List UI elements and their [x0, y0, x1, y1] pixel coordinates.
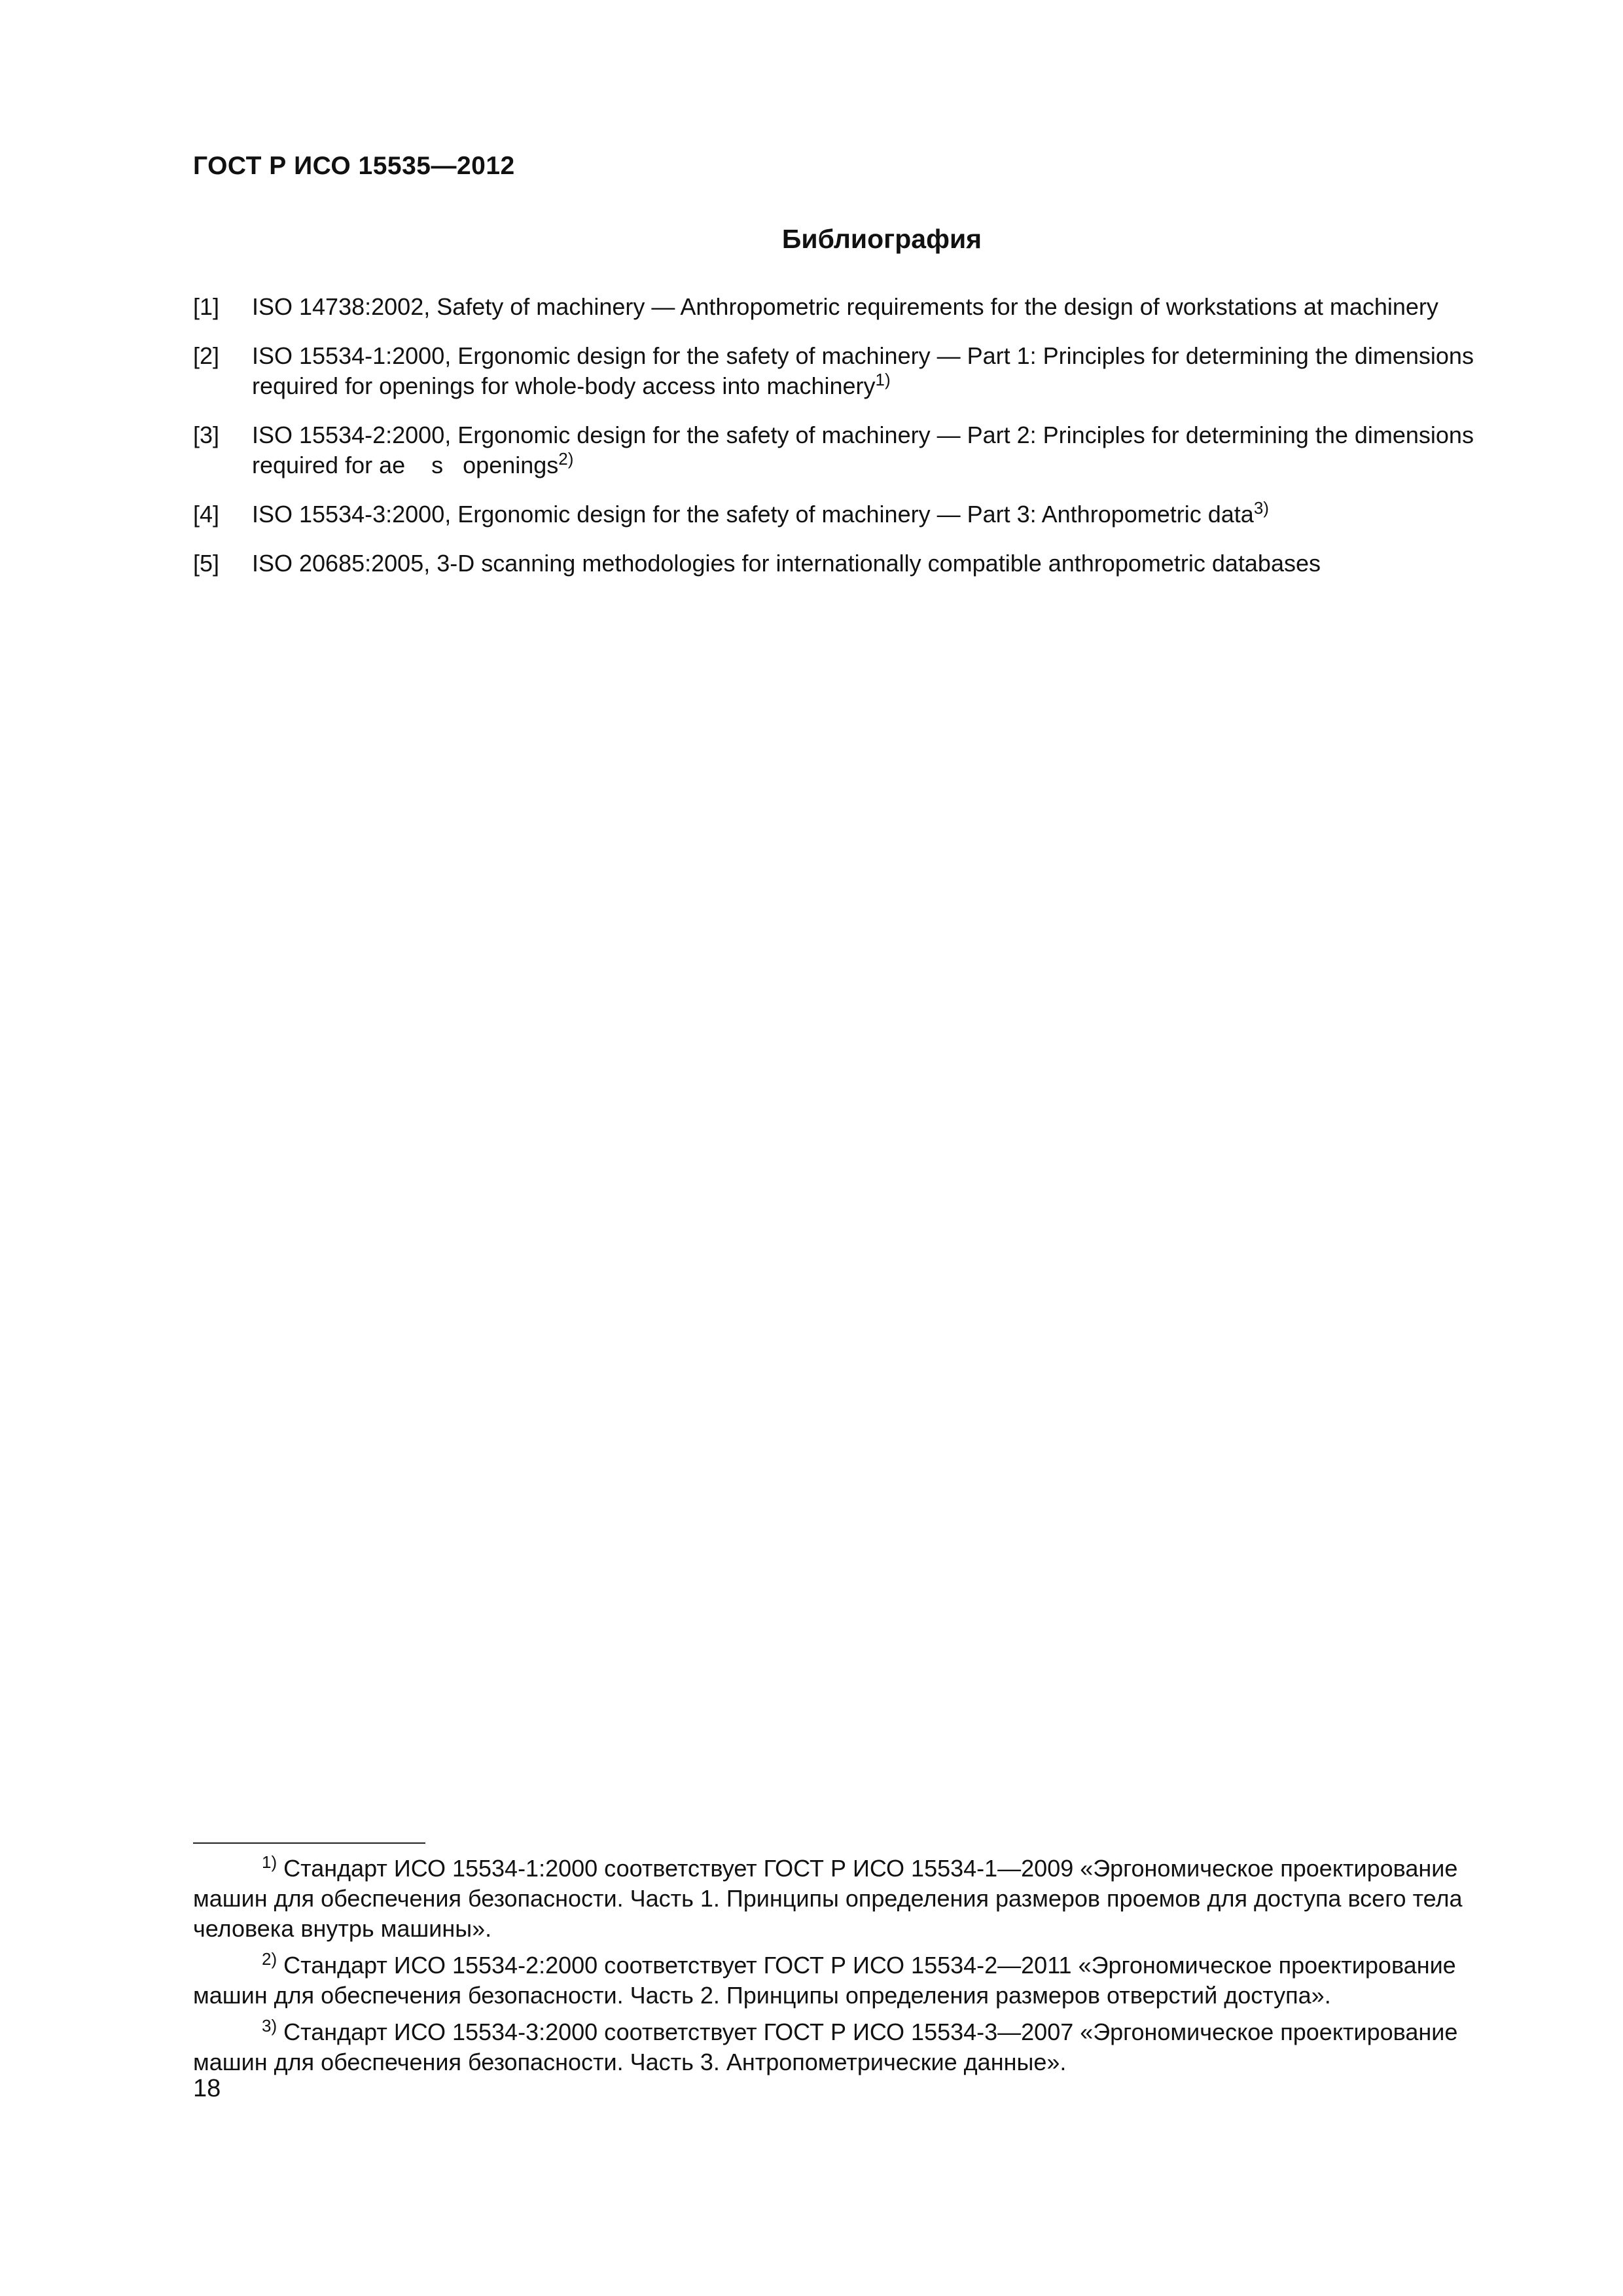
footnote-reference: 1) — [875, 370, 891, 389]
bibliography-item-reference: ISO 14738:2002, Safety of machinery — Anthropometric requirements for the design of workstations at machinery — [252, 293, 1438, 320]
document-header: ГОСТ Р ИСО 15535—2012 — [193, 152, 515, 180]
bibliography-item — [193, 420, 1528, 480]
bibliography-item-text — [252, 499, 1528, 529]
footnote-mark-wrapper — [262, 1852, 277, 1882]
bibliography-title: Библиография — [781, 224, 982, 254]
bibliography-item-reference: ISO 15534-2:2000, Ergonomic design for the safety of machinery — Part 2: Principles for determining the dimensions required for ae s openings — [252, 422, 1480, 478]
footnote — [193, 1854, 1522, 1944]
bibliography-item-reference: ISO 15534-3:2000, Ergonomic design for the safety of machinery — Part 3: Anthropometric data — [252, 501, 1254, 528]
bibliography-item-text — [252, 548, 1528, 579]
bibliography-list — [193, 292, 1528, 598]
bibliography-item-text — [252, 420, 1528, 480]
footnote-text: Стандарт ИСО 15534-2:2000 соответствует ГОСТ Р ИСО 15534-2—2011 «Эргономическое проектирование машин для обеспечения безопасности. Часть 2. Принципы определения размеров отверстий доступа». — [193, 1952, 1456, 2009]
bibliography-item — [193, 548, 1528, 579]
bibliography-item-number: [4] — [193, 501, 220, 528]
bibliography-item-reference: ISO 15534-1:2000, Ergonomic design for the safety of machinery — Part 1: Principles for determining the dimensions required for openings for whole-body access into machinery — [252, 342, 1474, 399]
bibliography-item-number: [1] — [193, 293, 220, 320]
bibliography-item — [193, 292, 1528, 322]
footnote — [193, 2017, 1522, 2077]
footnote-divider — [193, 1842, 425, 1844]
bibliography-item-reference: ISO 20685:2005, 3-D scanning methodologies for internationally compatible anthropometric databases — [252, 550, 1321, 577]
footnotes — [193, 1854, 1522, 2084]
bibliography-item-text — [252, 341, 1528, 401]
footnote-mark-wrapper — [262, 1949, 277, 1979]
footnote-reference: 2) — [558, 449, 574, 469]
bibliography-item — [193, 341, 1528, 401]
bibliography-item — [193, 499, 1528, 529]
footnote-mark: 3) — [262, 2016, 277, 2036]
bibliography-item-number: [2] — [193, 342, 220, 369]
footnote — [193, 1950, 1522, 2011]
footnote-mark-wrapper — [262, 2018, 277, 2045]
page-number: 18 — [193, 2075, 221, 2102]
footnote-mark: 1) — [262, 1852, 277, 1872]
bibliography-item-number: [5] — [193, 550, 220, 577]
footnote-text: Стандарт ИСО 15534-1:2000 соответствует ГОСТ Р ИСО 15534-1—2009 «Эргономическое проектирование машин для обеспечения безопасности. Часть 1. Принципы определения размеров проемов для доступа всего тела человека внутрь машины». — [193, 1855, 1463, 1942]
bibliography-item-number: [3] — [193, 422, 220, 448]
footnote-text: Стандарт ИСО 15534-3:2000 соответствует ГОСТ Р ИСО 15534-3—2007 «Эргономическое проектирование машин для обеспечения безопасности. Часть 3. Антропометрические данные». — [193, 2018, 1458, 2075]
footnote-mark: 2) — [262, 1949, 277, 1969]
footnote-reference: 3) — [1253, 498, 1269, 518]
bibliography-item-text — [252, 292, 1528, 322]
